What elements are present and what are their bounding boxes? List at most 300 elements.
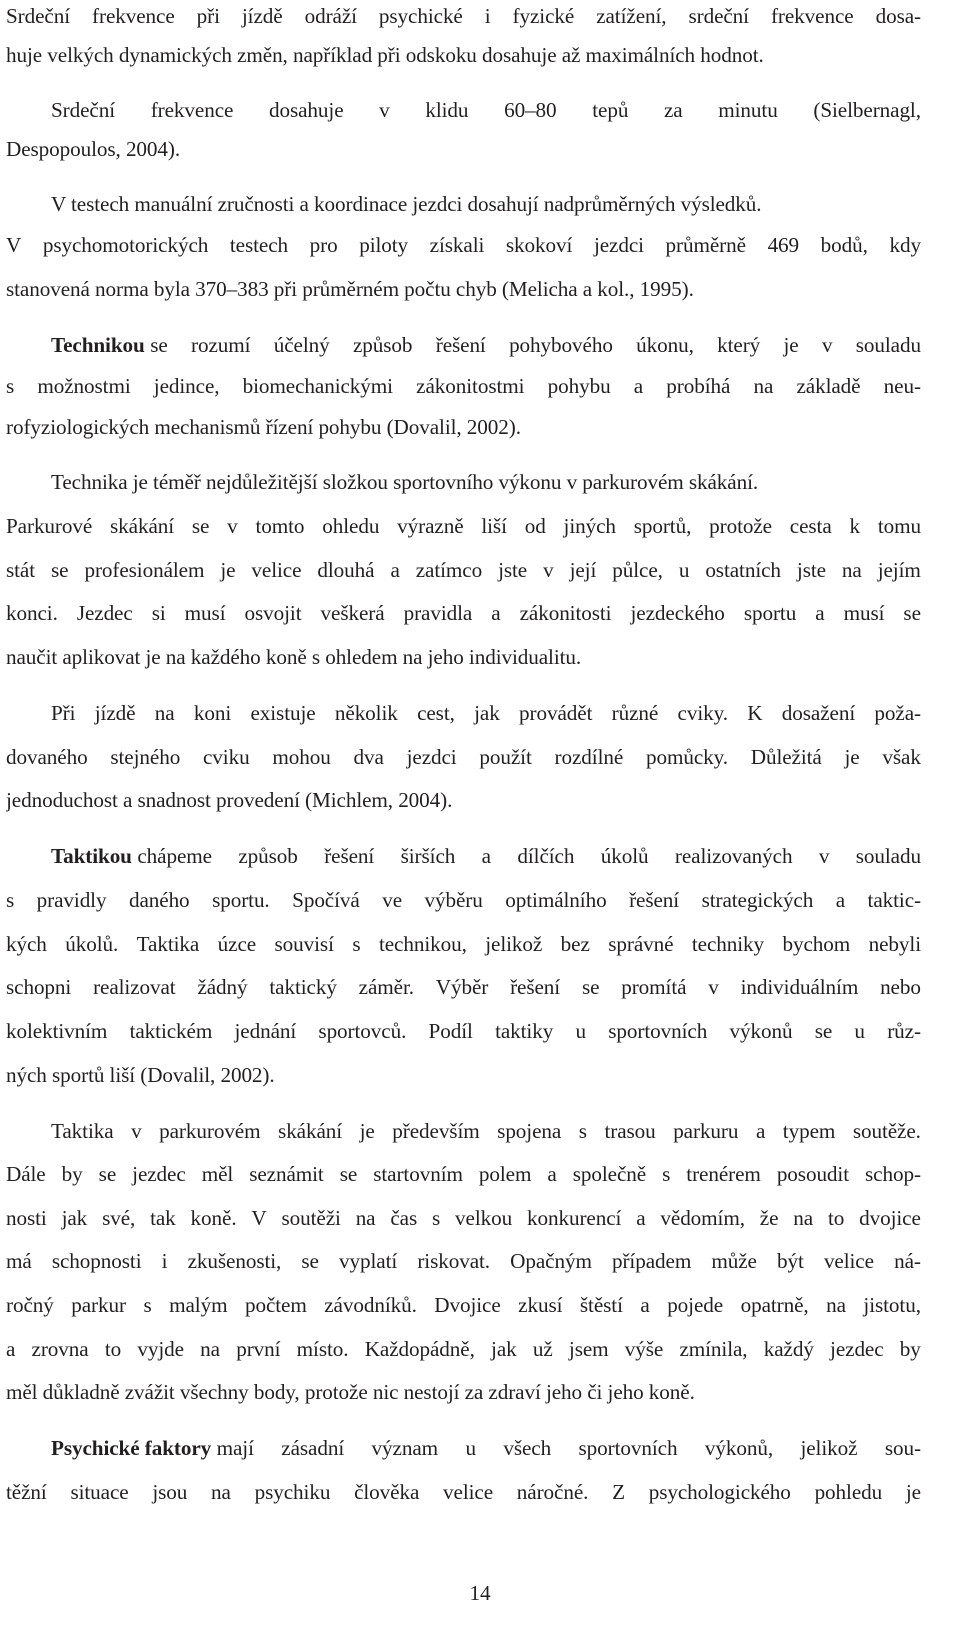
text-line (6, 1290, 921, 1320)
word: dlouhá (317, 558, 375, 582)
text-line (6, 1159, 921, 1189)
text-line: měl důkladně zvážit všechny body, protože nic nestojí za zdraví jeho či jeho koně. (6, 1380, 695, 1404)
word: jelikož (800, 1436, 858, 1460)
word: v (818, 844, 830, 868)
word: jak (61, 1206, 88, 1230)
word: biomechanickými (242, 374, 393, 398)
word: jak (474, 701, 500, 725)
text-line (51, 841, 921, 871)
word: každý (763, 1337, 814, 1361)
word: psychické (378, 4, 463, 28)
word: to (104, 1337, 122, 1361)
word: výkonů, (704, 1436, 774, 1460)
word: růz- (887, 1019, 921, 1043)
word: Dále (6, 1162, 46, 1186)
word: bodů, (820, 233, 868, 257)
word: Srdeční (51, 98, 116, 122)
text-line (51, 330, 921, 360)
word: V (6, 233, 22, 257)
word: parkur (71, 1293, 126, 1317)
word: Každopádně, (364, 1337, 475, 1361)
word: to (827, 1206, 845, 1230)
word: sou- (884, 1436, 921, 1460)
word: na (793, 1206, 814, 1230)
word: účelný (273, 333, 330, 357)
word: srdeční (688, 4, 749, 28)
word: pohledu (814, 1480, 883, 1504)
definition-line-lead (51, 330, 150, 360)
word: frekvence (92, 4, 175, 28)
word: jezdec (132, 1162, 186, 1186)
word: pravidly (36, 888, 107, 912)
text-line: rofyziologických mechanismů řízení pohybu (Dovalil, 2002). (6, 415, 521, 439)
word: je (844, 745, 860, 769)
word: velkou (455, 1206, 513, 1230)
page-number: 14 (469, 1581, 491, 1605)
word: frekvence (770, 4, 854, 28)
word: který (717, 333, 761, 357)
word: si (151, 601, 166, 625)
word: startovním (373, 1162, 463, 1186)
word: řešení (510, 975, 561, 999)
word: už (532, 1337, 553, 1361)
term-taktikou: Taktikou (51, 844, 132, 868)
word: výrazně (397, 514, 464, 538)
word: v (227, 514, 238, 538)
word: provádět (519, 701, 593, 725)
word: skákání (278, 1119, 343, 1143)
word: souladu (855, 844, 921, 868)
word: pravidla (403, 601, 473, 625)
text-line (6, 742, 921, 772)
word: riskovat. (417, 1249, 490, 1273)
word: Výběr (435, 975, 489, 999)
word: daného (128, 888, 190, 912)
word: 469 (767, 233, 800, 257)
text-line (6, 371, 921, 401)
word: profesionálem (84, 558, 205, 582)
word: a (481, 844, 491, 868)
word: jízdě (94, 701, 136, 725)
word: nebyli (868, 932, 921, 956)
word: souvisí (274, 932, 334, 956)
word: jsem (568, 1337, 609, 1361)
word: se (814, 1019, 833, 1043)
word: cesta (789, 514, 832, 538)
word: optimálního (505, 888, 607, 912)
word: úzce (217, 932, 257, 956)
word: sportovců. (318, 1019, 407, 1043)
word: řešení (435, 333, 486, 357)
text-line: naučit aplikovat je na každého koně s ohledem na jeho individualitu. (6, 645, 582, 669)
word: (Sielbernagl, (813, 98, 921, 122)
word: má (6, 1249, 32, 1273)
text-line (51, 1433, 921, 1463)
word: tomto (255, 514, 305, 538)
word: s (6, 374, 15, 398)
word: testech (229, 233, 288, 257)
word: velice (443, 1480, 494, 1504)
word: pohybu (547, 374, 611, 398)
word: koně. (190, 1206, 237, 1230)
word: od (524, 514, 546, 538)
word: dosažení (781, 701, 856, 725)
word: skákání (110, 514, 175, 538)
word: jednání (234, 1019, 297, 1043)
word: je (783, 333, 799, 357)
word: kých (6, 932, 47, 956)
word: sportu (743, 601, 797, 625)
word: a (636, 1206, 646, 1230)
word: schop- (865, 1162, 921, 1186)
word: se (51, 558, 69, 582)
word: na (355, 1206, 376, 1230)
word: způsob (352, 333, 413, 357)
word: a (633, 374, 644, 398)
text-line: Despopoulos, 2004). (6, 137, 181, 161)
word: nebo (880, 975, 921, 999)
text-line: V testech manuální zručnosti a koordinace jezdci dosahují nadprůměrných výsledků. (51, 192, 762, 216)
word: cviku (202, 745, 250, 769)
word: chápeme (137, 844, 212, 868)
word: existuje (250, 701, 316, 725)
word: cest, (417, 701, 455, 725)
word: Dvojice (434, 1293, 501, 1317)
word: tak (150, 1206, 176, 1230)
word: situace (70, 1480, 129, 1504)
word: dovaného (6, 745, 88, 769)
word: čas (390, 1206, 418, 1230)
word: na (200, 1337, 220, 1361)
word: a (755, 1119, 766, 1143)
text-line: jednoduchost a snadnost provedení (Michlem, 2004). (6, 788, 453, 812)
word: jezdci (406, 745, 457, 769)
word: koni (193, 701, 232, 725)
word: závodníků. (324, 1293, 417, 1317)
word: soutěži (281, 1206, 341, 1230)
word: polem (478, 1162, 532, 1186)
word: malým (169, 1293, 228, 1317)
word: parkurovém (159, 1119, 261, 1143)
word: výběru (424, 888, 483, 912)
word: pomůcky. (645, 745, 728, 769)
word: se (339, 1162, 358, 1186)
word: a (390, 558, 400, 582)
word: parkuru (673, 1119, 739, 1143)
word: velice (823, 1249, 874, 1273)
word: její (569, 558, 597, 582)
word: konkurencí (527, 1206, 622, 1230)
word: bez (560, 932, 590, 956)
word: žádný (197, 975, 248, 999)
word: pro (309, 233, 338, 257)
word: na (753, 374, 774, 398)
word: v (708, 975, 719, 999)
text-line-rest (217, 1433, 921, 1463)
word: a (815, 601, 825, 625)
word: piloty (359, 233, 409, 257)
word: v (543, 558, 554, 582)
word: k (849, 514, 860, 538)
word: ročný (6, 1293, 54, 1317)
word: psychomotorických (42, 233, 209, 257)
text-line (51, 698, 921, 728)
word: velice (251, 558, 302, 582)
word: probíhá (666, 374, 731, 398)
word: s (578, 1119, 587, 1143)
word: několik (334, 701, 398, 725)
text-line (51, 1116, 921, 1146)
text-line: huje velkých dynamických změn, například při odskoku dosahuje až maximálních hodnot. (6, 43, 764, 67)
word: výše (624, 1337, 664, 1361)
word: posoudit (776, 1162, 849, 1186)
word: jste (796, 558, 826, 582)
definition-line-lead (51, 1433, 217, 1463)
word: taktic- (867, 888, 921, 912)
word: mají (216, 1436, 254, 1460)
word: jezdci (593, 233, 644, 257)
word: se (903, 601, 921, 625)
word: trasou (604, 1119, 656, 1143)
word: širších (400, 844, 456, 868)
word: realizovat (93, 975, 176, 999)
word: typem (782, 1119, 836, 1143)
word: měl (201, 1162, 234, 1186)
word: bychom (782, 932, 851, 956)
word: schopni (6, 975, 72, 999)
text-line (6, 555, 921, 585)
text-line-rest (150, 330, 921, 360)
word: s (352, 932, 361, 956)
word: a (547, 1162, 557, 1186)
word: u (465, 1436, 476, 1460)
text-line (6, 1246, 921, 1276)
word: realizovaných (674, 844, 793, 868)
word: základě (796, 374, 861, 398)
word: K (747, 701, 763, 725)
word: s (432, 1206, 441, 1230)
word: průměrně (665, 233, 746, 257)
word: počtem (244, 1293, 307, 1317)
text-line (6, 230, 921, 260)
word: Srdeční (6, 4, 71, 28)
text-line (6, 511, 921, 541)
word: pohybového (509, 333, 613, 357)
word: možnostmi (37, 374, 131, 398)
word: konci. (6, 601, 58, 625)
word: s (6, 888, 15, 912)
word: se (191, 514, 210, 538)
word: spojena (497, 1119, 562, 1143)
text-line (6, 1334, 921, 1364)
word: klidu (425, 98, 469, 122)
word: různé (611, 701, 659, 725)
word: jezdec (830, 1337, 884, 1361)
word: taktiky (495, 1019, 554, 1043)
word: jedince, (153, 374, 220, 398)
word: souladu (855, 333, 921, 357)
word: zatímco (415, 558, 483, 582)
word: soutěže. (852, 1119, 921, 1143)
word: být (777, 1249, 804, 1273)
word: promítá (621, 975, 687, 999)
word: jste (498, 558, 528, 582)
word: při (196, 4, 220, 28)
text-line: stanovená norma byla 370–383 při průměrném počtu chyb (Melicha a kol., 1995). (6, 277, 694, 301)
word: stejného (110, 745, 181, 769)
word: s (662, 1162, 671, 1186)
word: vědomím, (660, 1206, 745, 1230)
word: se (301, 1249, 319, 1273)
word: rozumí (191, 333, 251, 357)
word: Jezdec (76, 601, 133, 625)
word: řešení (324, 844, 375, 868)
word: i (484, 4, 491, 28)
word: opatrně, (740, 1293, 809, 1317)
word: v (379, 98, 390, 122)
word: a (640, 1293, 650, 1317)
text-line (6, 598, 921, 628)
word: osvojit (244, 601, 302, 625)
word: je (359, 1119, 375, 1143)
word: sportovních (608, 1019, 708, 1043)
word: psychologického (648, 1480, 791, 1504)
word: zmínila, (679, 1337, 748, 1361)
definition-line-lead (51, 841, 137, 871)
word: stát (6, 558, 36, 582)
text-line (6, 1, 921, 31)
word: se (150, 333, 168, 357)
word: je (220, 558, 236, 582)
word: těžní (6, 1480, 47, 1504)
word: poža- (874, 701, 921, 725)
word: zkušenosti, (187, 1249, 282, 1273)
text-line: ných sportů liší (Dovalil, 2002). (6, 1063, 275, 1087)
text-line (6, 1477, 921, 1507)
text-line (6, 972, 921, 1002)
text-line (6, 885, 921, 915)
word: Parkurové (6, 514, 93, 538)
word: jízdě (241, 4, 283, 28)
word: neu- (883, 374, 921, 398)
word: zákonitosti (519, 601, 612, 625)
word: ostatních (705, 558, 781, 582)
word: zásadní (281, 1436, 345, 1460)
word: i (161, 1249, 168, 1273)
word: záměr. (358, 975, 414, 999)
word: frekvence (150, 98, 234, 122)
word: Podíl (428, 1019, 473, 1043)
word: štěstí (579, 1293, 623, 1317)
word: cviky. (677, 701, 728, 725)
word: místo. (296, 1337, 349, 1361)
word: fyzické (512, 4, 575, 28)
word: musí (184, 601, 226, 625)
word: sportovních (578, 1436, 678, 1460)
word: první (236, 1337, 281, 1361)
word: V (251, 1206, 267, 1230)
word: kdy (889, 233, 921, 257)
text-line (51, 95, 921, 125)
word: u (678, 558, 690, 582)
word: sportu. (212, 888, 270, 912)
word: především (392, 1119, 480, 1143)
word: skokoví (505, 233, 573, 257)
word: může (711, 1249, 757, 1273)
word: kolektivním (6, 1019, 108, 1043)
word: Taktika (51, 1119, 114, 1143)
word: individuálním (740, 975, 859, 999)
word: na (211, 1480, 231, 1504)
word: Při (51, 701, 76, 725)
word: na (826, 1293, 846, 1317)
word: schopnosti (51, 1249, 142, 1273)
word: a (6, 1337, 16, 1361)
word: případem (611, 1249, 692, 1273)
word: sportů, (633, 514, 692, 538)
word: jezdeckého (630, 601, 725, 625)
word: v (821, 333, 833, 357)
word: strategických (701, 888, 814, 912)
word: však (882, 745, 921, 769)
word: psychiku (254, 1480, 331, 1504)
word: jejím (877, 558, 921, 582)
word: odráží (304, 4, 357, 28)
word: tepů (592, 98, 629, 122)
word: úkolů (600, 844, 649, 868)
word: všech (503, 1436, 552, 1460)
word: výkonů (729, 1019, 793, 1043)
word: ná- (894, 1249, 921, 1273)
word: rozdílné (554, 745, 624, 769)
word: protože (709, 514, 772, 538)
word: minutu (718, 98, 778, 122)
text-line: Technika je téměř nejdůležitější složkou sportovního výkonu v parkurovém skákání. (51, 470, 759, 494)
word: vyjde (137, 1337, 184, 1361)
word: zatížení, (596, 4, 667, 28)
word: veškerá (320, 601, 385, 625)
word: člověka (354, 1480, 420, 1504)
word: správné (608, 932, 674, 956)
text-line (6, 1203, 921, 1233)
word: zkusí (518, 1293, 563, 1317)
word: tomu (877, 514, 921, 538)
word: se (98, 1162, 117, 1186)
word: je (905, 1480, 921, 1504)
word: řešení (629, 888, 680, 912)
word: význam (371, 1436, 439, 1460)
word: společně (572, 1162, 647, 1186)
word: půlce, (612, 558, 663, 582)
word: ve (382, 888, 403, 912)
word: dvojice (859, 1206, 921, 1230)
word: jistotu, (863, 1293, 921, 1317)
word: na (154, 701, 175, 725)
word: úkonu, (636, 333, 694, 357)
word: 60–80 (504, 98, 557, 122)
word: ohledu (322, 514, 380, 538)
word: dva (353, 745, 384, 769)
word: na (841, 558, 862, 582)
word: zrovna (31, 1337, 89, 1361)
word: mohou (272, 745, 331, 769)
text-line (6, 1016, 921, 1046)
word: jelikož (485, 932, 543, 956)
word: že (759, 1206, 779, 1230)
word: taktický (269, 975, 337, 999)
word: jsou (152, 1480, 188, 1504)
word: s (143, 1293, 152, 1317)
